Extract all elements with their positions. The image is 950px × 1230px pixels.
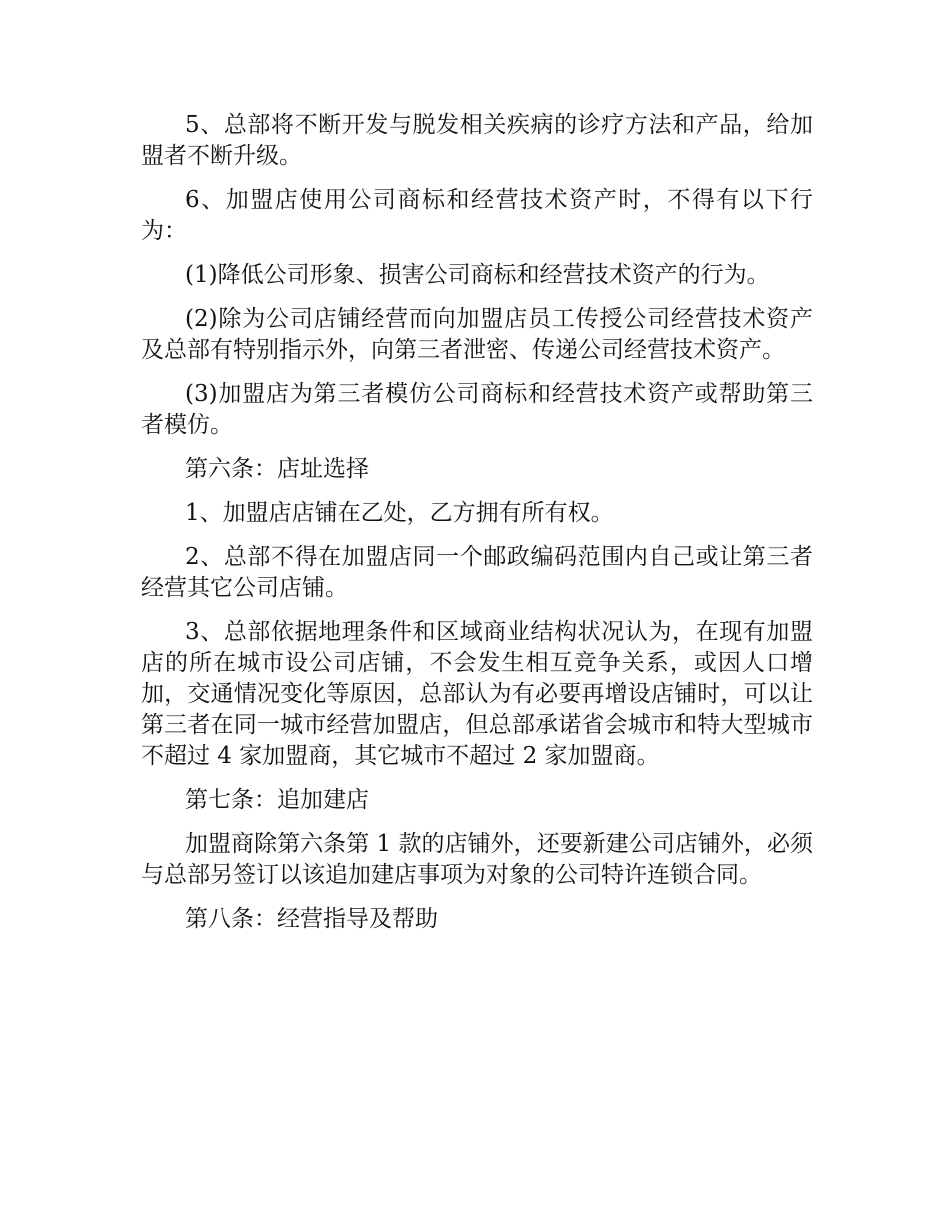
sub-item-2: (2)除为公司店铺经营而向加盟店员工传授公司经营技术资产及总部有特别指示外，向第三者泄密、传递公司经营技术资产。 bbox=[141, 306, 813, 363]
clause-item-5: 5、总部将不断开发与脱发相关疾病的诊疗方法和产品，给加盟者不断升级。 bbox=[141, 112, 813, 169]
article-6-item-1: 1、加盟店店铺在乙处，乙方拥有所有权。 bbox=[185, 500, 614, 526]
article-7-heading: 第七条：追加建店 bbox=[185, 787, 369, 813]
article-6-item-2: 2、总部不得在加盟店同一个邮政编码范围内自己或让第三者经营其它公司店铺。 bbox=[141, 544, 813, 601]
document-body bbox=[141, 110, 813, 948]
article-6-item-3: 3、总部依据地理条件和区域商业结构状况认为，在现有加盟店的所在城市设公司店铺，不会发生相互竞争关系，或因人口增加，交通情况变化等原因，总部认为有必要再增设店铺时，可以让第三者在同一城市经营加盟店，但总部承诺省会城市和特大型城市不超过 4 家加盟商，其它城市不超过 2 家加盟商。 bbox=[141, 619, 813, 769]
sub-item-1: (1)降低公司形象、损害公司商标和经营技术资产的行为。 bbox=[185, 262, 770, 288]
article-8-heading: 第八条：经营指导及帮助 bbox=[185, 906, 438, 932]
sub-item-3: (3)加盟店为第三者模仿公司商标和经营技术资产或帮助第三者模仿。 bbox=[141, 381, 813, 438]
article-7-body: 加盟商除第六条第 1 款的店铺外，还要新建公司店铺外，必须与总部另签订以该追加建店事项为对象的公司特许连锁合同。 bbox=[141, 831, 813, 888]
clause-item-6: 6、加盟店使用公司商标和经营技术资产时，不得有以下行为： bbox=[141, 187, 813, 244]
article-6-heading: 第六条：店址选择 bbox=[185, 456, 369, 482]
